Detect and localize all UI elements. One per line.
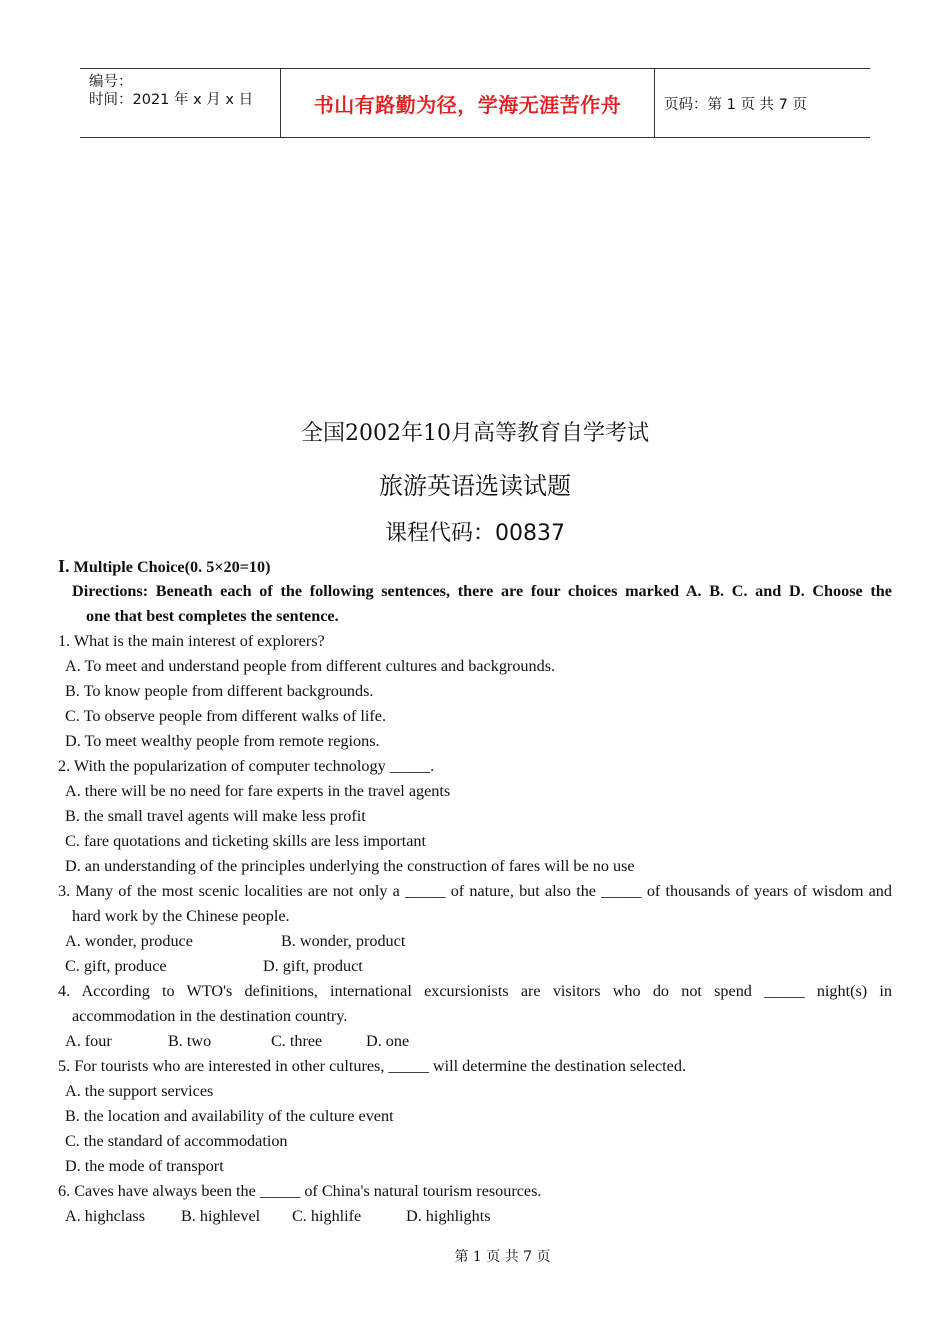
question-4-option-a: A. four (65, 1032, 112, 1050)
number-label: 编号： (89, 74, 133, 90)
header-left-cell (80, 69, 281, 137)
question-6-option-a: A. highclass (65, 1207, 146, 1225)
question-3-stem-line-2: hard work by the Chinese people. (72, 907, 290, 925)
question-5-option-c: C. the standard of accommodation (65, 1132, 288, 1150)
question-3-option-c: C. gift, produce (65, 957, 167, 975)
question-6-stem: 6. Caves have always been the _____ of China's natural tourism resources. (58, 1182, 542, 1200)
section-title: Multiple Choice(0. 5×20=10) (69, 558, 271, 576)
question-1-option-a: A. To meet and understand people from different cultures and backgrounds. (65, 657, 556, 675)
question-6-options-row (58, 1204, 892, 1229)
question-4-option-c: C. three (271, 1032, 323, 1050)
question-2-option-a: A. there will be no need for fare experts in the travel agents (65, 782, 451, 800)
question-4-options-row (58, 1029, 892, 1054)
question-1-option-d: D. To meet wealthy people from remote regions. (65, 732, 380, 750)
course-code: 课程代码：00837 (385, 521, 565, 546)
question-1-stem: 1. What is the main interest of explorers? (58, 632, 325, 650)
question-4-option-d: D. one (366, 1032, 410, 1050)
question-4-option-b: B. two (168, 1032, 212, 1050)
question-1-option-c: C. To observe people from different walks of life. (65, 707, 387, 725)
question-2-option-b: B. the small travel agents will make less profit (65, 807, 366, 825)
page-header (80, 68, 870, 138)
directions-line-1: Directions: Beneath each of the following sentences, there are four choices marked A. B. C. and D. Choose the (72, 582, 892, 600)
question-3-option-b: B. wonder, product (281, 932, 406, 950)
question-3-stem-line-1: 3. Many of the most scenic localities are not only a _____ of nature, but also the _____ of thousands of years of wisdom and (58, 882, 892, 900)
question-6-option-c: C. highlife (292, 1207, 362, 1225)
question-3-options-row-1 (58, 929, 892, 954)
question-5-stem: 5. For tourists who are interested in other cultures, _____ will determine the destination selected. (58, 1057, 687, 1075)
question-6-option-b: B. highlevel (181, 1207, 261, 1225)
question-2-stem: 2. With the popularization of computer technology _____. (58, 757, 435, 775)
exam-title: 全国2002年10月高等教育自学考试 (301, 421, 649, 446)
subject-title: 旅游英语选读试题 (379, 472, 571, 500)
exam-content (58, 554, 892, 1229)
question-4-stem-line-2: accommodation in the destination country. (72, 1007, 348, 1025)
question-6-option-d: D. highlights (406, 1207, 491, 1225)
question-5-option-b: B. the location and availability of the culture event (65, 1107, 394, 1125)
question-2-option-c: C. fare quotations and ticketing skills are less important (65, 832, 426, 850)
question-2-option-d: D. an understanding of the principles underlying the construction of fares will be no use (65, 857, 635, 875)
question-3-option-a: A. wonder, produce (65, 932, 193, 950)
header-page-info: 页码：第 1 页 共 7 页 (664, 96, 807, 113)
directions-line-2: one that best completes the sentence. (86, 607, 339, 625)
section-numeral: I. (58, 556, 70, 576)
question-5-option-d: D. the mode of transport (65, 1157, 224, 1175)
question-1-option-b: B. To know people from different backgrounds. (65, 682, 374, 700)
time-label: 时间：2021 年 x 月 x 日 (89, 92, 254, 108)
question-5-option-a: A. the support services (65, 1082, 214, 1100)
question-3-options-row-2 (58, 954, 892, 979)
page-footer: 第 1 页 共 7 页 (454, 1249, 551, 1265)
header-motto: 书山有路勤为径，学海无涯苦作舟 (281, 69, 655, 137)
question-4-stem-line-1: 4. According to WTO's definitions, international excursionists are visitors who do not spend _____ night(s) in (58, 982, 892, 1000)
question-3-option-d: D. gift, product (263, 957, 363, 975)
section-heading (58, 554, 892, 579)
